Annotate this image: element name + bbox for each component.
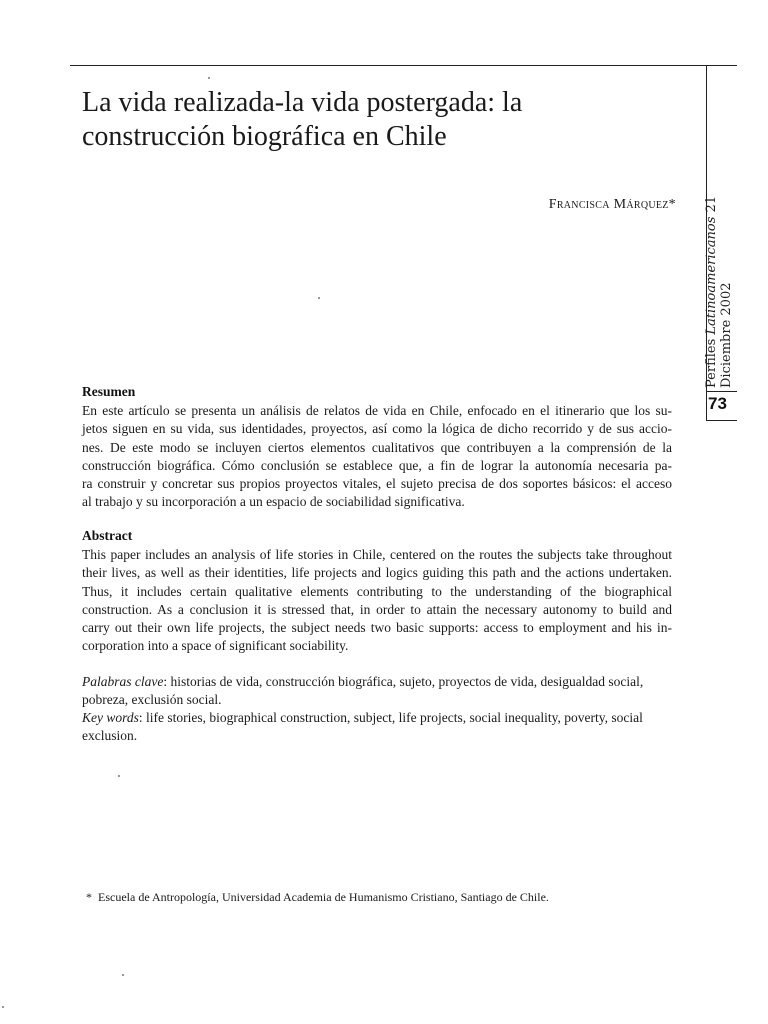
footnote-marker: * (86, 890, 92, 904)
author: Francisca Márquez* (548, 197, 676, 212)
page-number-rule-top (706, 391, 737, 392)
abstract-line: corporation into a space of significant sociability. (82, 638, 349, 654)
resumen-line: En este artículo se presenta un análisis de relatos de vida en Chile, enfocado en el itinerario que los su- (82, 403, 672, 418)
resumen-body (82, 402, 672, 512)
key-words-label: Key words (82, 710, 139, 725)
page-number: 73 (708, 394, 727, 413)
scan-speck (318, 297, 320, 299)
abstract-body (82, 546, 672, 656)
abstract-line: This paper includes an analysis of life stories in Chile, centered on the routes the subjects take throughout (82, 547, 672, 562)
palabras-clave: Palabras clave: historias de vida, construcción biográfica, sujeto, proyectos de vida, desigualdad social, pobreza, exclusión social. (82, 674, 644, 708)
footnote-text: Escuela de Antropología, Universidad Academia de Humanismo Cristiano, Santiago de Chile. (98, 890, 549, 904)
page-number-rule-bottom (706, 420, 737, 421)
resumen-line: nes. De este modo se incluyen ciertos elementos cualitativos que contribuyen a la comprensión de la (82, 439, 672, 455)
journal-date: Diciembre 2002 (719, 282, 734, 388)
title-line-2: construcción biográfica en Chile (82, 121, 447, 152)
journal-name: Perfiles Latinoamericanos 21 (704, 195, 719, 388)
article-title (82, 86, 682, 154)
scan-speck (118, 775, 120, 777)
abstract-heading: Abstract (82, 528, 133, 543)
scan-speck (2, 1006, 4, 1008)
footnote (86, 890, 686, 905)
scan-speck (208, 77, 210, 79)
top-rule (70, 65, 737, 66)
resumen-line: ra construir y concretar sus propios proyectos vitales, el sujeto precisa de dos soportes básicos: el acceso (82, 476, 672, 492)
key-words: Key words: life stories, biographical construction, subject, life projects, social inequality, poverty, social exclusion. (82, 710, 643, 744)
resumen-line: al trabajo y su incorporación a un espacio de sociabilidad significativa. (82, 494, 465, 510)
abstract-line: construction. As a conclusion it is stressed that, in order to attain the necessary autonomy to build and (82, 601, 672, 617)
abstract-line: Thus, it includes certain qualitative elements contributing to the understanding of the biographical (82, 583, 672, 599)
running-head (704, 195, 744, 388)
resumen-line: construcción biográfica. Cómo conclusión se establece que, a fin de lograr la autonomía necesaria pa- (82, 457, 672, 473)
scan-speck (122, 974, 124, 976)
title-line-1: La vida realizada-la vida postergada: la (82, 87, 523, 118)
palabras-clave-label: Palabras clave (82, 674, 164, 689)
resumen-line: jetos siguen en su vida, sus identidades, proyectos, así como la lógica de dicho recorrido y de sus accio- (82, 421, 672, 437)
resumen-heading: Resumen (82, 384, 136, 399)
abstract-line: carry out their own life projects, the subject needs two basic supports: access to employment and his in- (82, 620, 672, 636)
abstract-line: their lives, as well as their identities, life projects and logics guiding this path and the actions undertaken. (82, 565, 672, 581)
